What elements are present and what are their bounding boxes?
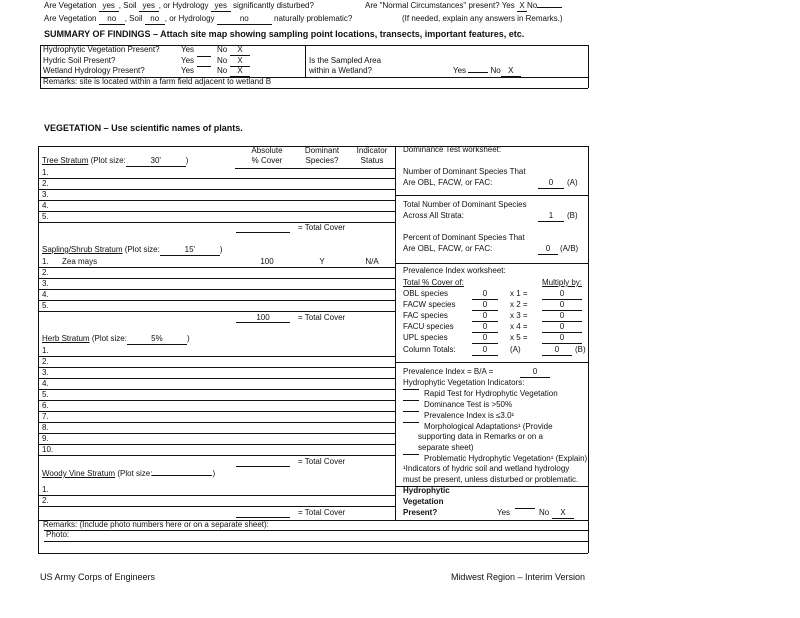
col-indicator-status [352, 146, 392, 166]
species-group-label: FAC species [403, 311, 448, 320]
indicator-label: Morphological Adaptations¹ (Provide [424, 422, 553, 431]
yes-label: Yes [181, 45, 195, 54]
tag-b: (B) [575, 345, 586, 354]
summary-title: SUMMARY OF FINDINGS – Attach site map showing sampling point locations, transects, important features, etc. [44, 29, 525, 39]
row-number: 7. [42, 412, 49, 421]
result-field[interactable]: 0 [542, 300, 582, 311]
result-field[interactable]: 0 [542, 333, 582, 344]
label: % Cover [251, 156, 283, 165]
hv-yes-field[interactable] [515, 508, 535, 509]
label: Absolute [251, 146, 283, 155]
sampled-area-q2: within a Wetland? [309, 66, 372, 75]
label: naturally problematic? [274, 14, 353, 23]
prevalence-index-field[interactable]: 0 [520, 367, 550, 378]
hv-yes-label: Yes [497, 508, 511, 517]
divider [395, 263, 588, 264]
normal-circumstances [365, 1, 562, 12]
row-number: 3. [42, 368, 49, 377]
indicator-checkbox[interactable] [403, 389, 419, 390]
dominance-b-label1: Total Number of Dominant Species [403, 200, 527, 209]
normal-yes-field[interactable]: X [517, 1, 527, 12]
tag-a: (A) [510, 345, 521, 354]
total-cover-value[interactable] [236, 223, 290, 233]
hv-label1: Hydrophytic [403, 486, 450, 495]
row-number: 6. [42, 401, 49, 410]
result-field[interactable]: 0 [542, 289, 582, 300]
label: , or Hydrology [164, 14, 215, 23]
indicators-title: Hydrophytic Vegetation Indicators: [403, 378, 525, 387]
row-number: 4. [42, 379, 49, 388]
plot-size-label: (Plot size: [91, 334, 127, 343]
indicator-label: Prevalence Index is ≤3.0¹ [424, 411, 515, 420]
row-number: 3. [42, 190, 49, 199]
vegetation-remarks-label: Remarks: (Include photo numbers here or on a separate sheet): [43, 520, 269, 529]
morph-line2: supporting data in Remarks or on a [418, 432, 543, 441]
dominance-a-field[interactable]: 0 [538, 178, 564, 189]
species-group-label: FACW species [403, 300, 456, 309]
plot-size-field[interactable] [152, 475, 212, 476]
prevalence-title: Prevalence Index worksheet: [403, 266, 506, 275]
hv-no-field[interactable]: X [552, 508, 574, 519]
finding-label: Wetland Hydrology Present? [43, 66, 145, 75]
row-number: 1. [42, 257, 49, 266]
row-number: 8. [42, 423, 49, 432]
close-paren: ) [185, 156, 189, 165]
label: Status [360, 156, 384, 165]
dominance-c-label1: Percent of Dominant Species That [403, 233, 525, 242]
column-totals-label: Column Totals: [403, 345, 456, 354]
vegetation-title: VEGETATION – Use scientific names of plants. [44, 123, 243, 133]
dominance-a-label1: Number of Dominant Species That [403, 167, 526, 176]
indicator-label: Dominance Test is >50% [424, 400, 513, 409]
indicator-checkbox[interactable] [403, 454, 419, 455]
label: Species? [305, 156, 339, 165]
no-field[interactable]: X [230, 56, 250, 67]
hv-label3: Present? [403, 508, 438, 517]
soil-disturbed-field[interactable]: yes [139, 1, 159, 12]
close-paren: ) [212, 469, 216, 478]
total-cover-value[interactable]: 100 [236, 313, 290, 323]
stratum-name: Sapling/Shrub Stratum [42, 245, 123, 254]
result-field[interactable]: 0 [542, 311, 582, 322]
tag-b: (B) [567, 211, 578, 220]
divider [395, 195, 588, 196]
plot-size-label: (Plot size: [124, 245, 160, 254]
prevalence-index-label: Prevalence Index = B/A = [403, 367, 494, 376]
dominance-b-label2: Across All Strata: [403, 211, 464, 220]
veg-disturbed-field[interactable]: yes [99, 1, 119, 12]
total-cover-value[interactable] [236, 457, 290, 467]
row-number: 2. [42, 496, 49, 505]
label: No [526, 1, 538, 10]
plot-size-label: (Plot size: [90, 156, 126, 165]
plot-size-field[interactable]: 15' [160, 245, 220, 256]
col-dominant-species [300, 146, 344, 166]
close-paren: ) [186, 334, 190, 343]
no-field[interactable]: X [230, 66, 250, 77]
row-number: 4. [42, 201, 49, 210]
yes-label: Yes [181, 55, 195, 65]
label: , Soil [118, 1, 137, 10]
soil-problematic-field[interactable]: no [145, 14, 165, 25]
col-multiply: Multiply by: [542, 278, 583, 287]
morph-line3: separate sheet) [418, 443, 474, 452]
stratum-name: Herb Stratum [42, 334, 90, 343]
plot-size-field[interactable]: 30' [126, 156, 186, 167]
multiplier: x 5 = [510, 333, 528, 342]
hv-no-label: No [539, 508, 550, 517]
indicator-label: Problematic Hydrophytic Vegetation¹ (Explain) [424, 454, 588, 463]
label: Are Vegetation [44, 14, 97, 23]
footer-left: US Army Corps of Engineers [40, 572, 156, 582]
label: Dominant [304, 146, 340, 155]
multiplier: x 2 = [510, 300, 528, 309]
tag-a: (A) [567, 178, 578, 187]
footer-right: Midwest Region – Interim Version [450, 572, 585, 582]
row-number: 10. [42, 445, 54, 454]
multiplier: x 3 = [510, 311, 528, 320]
divider [38, 506, 395, 507]
sampled-no-field[interactable]: X [501, 66, 521, 77]
divider [395, 362, 588, 363]
hydrology-problematic-field[interactable]: no [217, 14, 272, 25]
species-group-label: FACU species [403, 322, 454, 331]
label: Are Vegetation [44, 1, 97, 10]
indicator-checkbox[interactable] [403, 400, 419, 401]
yes-label: Yes [181, 66, 195, 75]
label: , or Hydrology [158, 1, 209, 10]
species-name[interactable]: Zea mays [62, 257, 98, 266]
problematic-line [44, 14, 352, 25]
dominance-title: Dominance Test worksheet: [403, 145, 502, 154]
species-group-label: OBL species [403, 289, 449, 298]
cover-field[interactable]: 0 [472, 333, 498, 344]
total-a-field[interactable]: 0 [472, 345, 498, 356]
stratum-name: Tree Stratum [42, 156, 89, 165]
species-group-label: UPL species [403, 333, 448, 342]
row-number: 1. [42, 346, 49, 355]
total-cover-label: = Total Cover [298, 457, 346, 466]
total-cover-label: = Total Cover [298, 508, 346, 517]
no-label: No [217, 45, 228, 54]
no-field[interactable]: X [230, 45, 250, 56]
label: Indicator [356, 146, 388, 155]
total-cover-value[interactable] [236, 508, 290, 518]
footnote-1: ¹Indicators of hydric soil and wetland hydrology [403, 464, 570, 473]
plot-size-field[interactable]: 5% [127, 334, 187, 345]
multiplier: x 4 = [510, 322, 528, 331]
divider [38, 311, 395, 312]
row-number: 2. [42, 179, 49, 188]
no-label: No [217, 66, 228, 75]
col-total-cover: Total % Cover of: [403, 278, 464, 287]
stratum-name: Woody Vine Stratum [42, 469, 116, 478]
absolute-cover[interactable]: 100 [260, 257, 274, 266]
tag-ab: (A/B) [560, 244, 579, 253]
sampled-area-q1: Is the Sampled Area [309, 56, 382, 65]
label: , Soil [124, 14, 143, 23]
sampled-yes-field[interactable] [468, 72, 488, 73]
close-paren: ) [219, 245, 223, 254]
row-number: 1. [42, 485, 49, 494]
yes-field[interactable] [197, 45, 211, 46]
row-number: 5. [42, 390, 49, 399]
row-number: 9. [42, 434, 49, 443]
cover-field[interactable]: 0 [472, 311, 498, 322]
label: Are "Normal Circumstances" present? Yes [365, 1, 515, 10]
normal-no-field[interactable] [537, 7, 562, 8]
summary-remarks[interactable]: Remarks: site is located within a farm field adjacent to wetland B [43, 77, 272, 86]
herb-stratum-header [42, 334, 190, 345]
row-number: 3. [42, 279, 49, 288]
finding-label: Hydric Soil Present? [43, 55, 116, 65]
veg-problematic-field[interactable]: no [99, 14, 125, 25]
row-number: 1. [42, 168, 49, 177]
cover-field[interactable]: 0 [472, 322, 498, 333]
finding-label: Hydrophytic Vegetation Present? [43, 45, 160, 54]
divider [38, 455, 395, 456]
label: significantly disturbed? [233, 1, 314, 10]
sapling-stratum-header [42, 245, 223, 256]
col-absolute-cover [245, 146, 289, 166]
no-label: No [217, 55, 228, 65]
dominance-c-field[interactable]: 0 [538, 244, 558, 255]
sampled-area-answer [453, 66, 521, 77]
remarks-note: (If needed, explain any answers in Remarks.) [402, 14, 563, 23]
row-number: 4. [42, 290, 49, 299]
dominance-a-label2: Are OBL, FACW, or FAC: [403, 178, 493, 187]
row-number: 2. [42, 268, 49, 277]
vine-stratum-header [42, 469, 215, 479]
tree-stratum-header [42, 156, 188, 167]
dominance-c-label2: Are OBL, FACW, or FAC: [403, 244, 493, 253]
footnote-2: must be present, unless disturbed or problematic. [403, 475, 579, 484]
plot-size-label: (Plot size: [117, 469, 153, 478]
yes-field[interactable] [197, 66, 211, 67]
dominant-species[interactable]: Y [319, 257, 325, 266]
disturbed-line [44, 1, 314, 12]
row-number: 5. [42, 301, 49, 310]
total-cover-label: = Total Cover [298, 313, 346, 322]
indicator-checkbox[interactable] [403, 422, 419, 423]
cover-field[interactable]: 0 [472, 289, 498, 300]
dominance-b-field[interactable]: 1 [538, 211, 564, 222]
total-b-field[interactable]: 0 [542, 345, 572, 356]
hv-label2: Vegetation [403, 497, 444, 506]
row-number: 5. [42, 212, 49, 221]
label: Yes [453, 66, 467, 75]
cover-field[interactable]: 0 [472, 300, 498, 311]
multiplier: x 1 = [510, 289, 528, 298]
hydrology-disturbed-field[interactable]: yes [211, 1, 231, 12]
label: No [490, 66, 501, 75]
yes-field[interactable] [197, 56, 211, 57]
indicator-status[interactable]: N/A [365, 257, 379, 266]
total-cover-label: = Total Cover [298, 223, 346, 232]
row-number: 2. [42, 357, 49, 366]
indicator-label: Rapid Test for Hydrophytic Vegetation [424, 389, 558, 398]
photo-field[interactable]: Photo: [46, 530, 70, 539]
indicator-checkbox[interactable] [403, 411, 419, 412]
result-field[interactable]: 0 [542, 322, 582, 333]
